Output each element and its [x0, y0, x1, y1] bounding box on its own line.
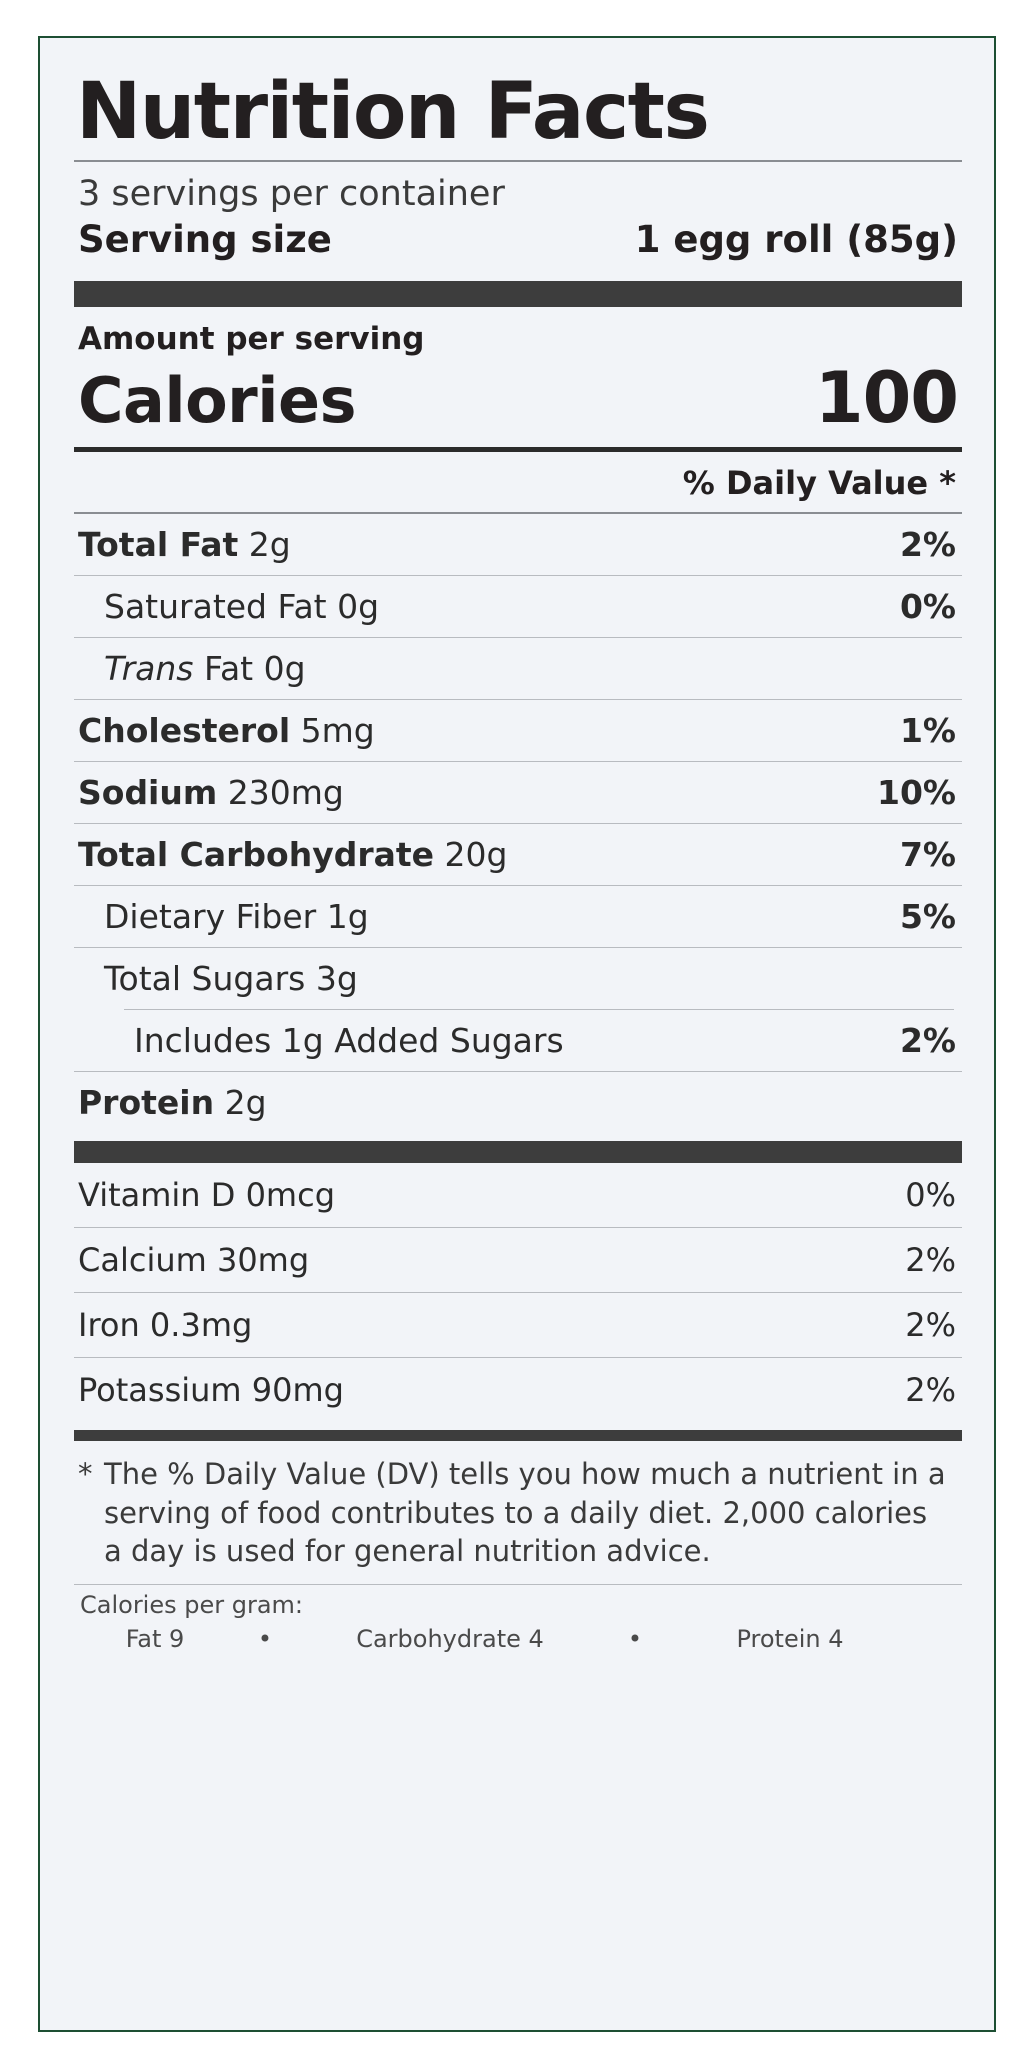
serving-size-row: [68, 216, 968, 271]
thick-divider-micronutrients: [74, 1141, 962, 1163]
footnote-asterisk: *: [78, 1457, 93, 1492]
serving-size-value: 1 egg roll (85g): [634, 218, 958, 262]
cpg-separator-dot-1: •: [257, 1625, 273, 1654]
dv-calcium: 2%: [905, 1241, 956, 1280]
table-row: [68, 700, 968, 761]
dv-potassium: 2%: [905, 1371, 956, 1410]
nutrition-facts-panel: [38, 36, 996, 2032]
divider-above-footnote: [74, 1430, 962, 1441]
table-row: [68, 1163, 968, 1227]
micronutrient-iron: Iron 0.3mg: [78, 1306, 253, 1345]
cpg-carbohydrate: Carbohydrate 4: [356, 1625, 544, 1654]
dv-cholesterol: 1%: [899, 711, 956, 751]
table-row: [68, 514, 968, 575]
dv-sodium: 10%: [877, 773, 956, 813]
dv-vitamin-d: 0%: [905, 1176, 956, 1215]
nutrient-trans-fat: Trans Fat 0g: [104, 649, 306, 689]
calories-per-gram-title: Calories per gram:: [80, 1591, 304, 1620]
serving-size-label: Serving size: [78, 218, 332, 262]
nutrient-saturated-fat: Saturated Fat 0g: [104, 587, 380, 627]
table-row: [68, 886, 968, 947]
table-row: [68, 762, 968, 823]
daily-value-footnote: [68, 1441, 968, 1584]
table-row: [68, 1293, 968, 1357]
daily-value-header: % Daily Value *: [682, 464, 956, 503]
footnote-text: The % Daily Value (DV) tells you how much a nutrient in a serving of food contributes to a daily diet. 2,000 calories a day is used for general nutrition advice.: [104, 1457, 946, 1568]
cpg-fat: Fat 9: [125, 1625, 185, 1654]
calories-row: [68, 357, 968, 445]
dv-saturated-fat: 0%: [899, 587, 956, 627]
table-row: [68, 1072, 968, 1133]
table-row: [68, 1358, 968, 1422]
calories-label: Calories: [78, 364, 356, 438]
nutrient-total-carbohydrate: Total Carbohydrate 20g: [78, 835, 508, 875]
thick-divider-top: [74, 281, 962, 307]
nutrient-total-fat: Total Fat 2g: [78, 525, 291, 565]
micronutrient-potassium: Potassium 90mg: [78, 1371, 344, 1410]
page-title: Nutrition Facts: [76, 67, 709, 157]
calories-per-gram-row: [68, 1621, 968, 1659]
dv-total-fat: 2%: [899, 525, 956, 565]
nutrient-cholesterol: Cholesterol 5mg: [78, 711, 375, 751]
nutrition-facts-inner: [68, 56, 968, 1659]
cpg-separator-dot-2: •: [627, 1625, 643, 1654]
dv-added-sugars: 2%: [899, 1021, 956, 1061]
table-row: [68, 1010, 968, 1071]
dv-total-carbohydrate: 7%: [899, 835, 956, 875]
cpg-protein: Protein 4: [736, 1625, 844, 1654]
nutrient-total-sugars: Total Sugars 3g: [104, 959, 358, 999]
table-row: [68, 948, 968, 1009]
table-row: [68, 1228, 968, 1292]
nutrient-protein: Protein 2g: [78, 1083, 267, 1123]
nutrient-sodium: Sodium 230mg: [78, 773, 344, 813]
servings-per-container: 3 servings per container: [78, 174, 505, 215]
dv-iron: 2%: [905, 1306, 956, 1345]
calories-value: 100: [814, 357, 958, 440]
micronutrient-calcium: Calcium 30mg: [78, 1241, 310, 1280]
amount-per-serving-label: Amount per serving: [78, 321, 425, 358]
nutrient-dietary-fiber: Dietary Fiber 1g: [104, 897, 369, 937]
micronutrient-vitamin-d: Vitamin D 0mcg: [78, 1176, 335, 1215]
table-row: [68, 576, 968, 637]
table-row: [68, 638, 968, 699]
nutrient-added-sugars: Includes 1g Added Sugars: [134, 1021, 564, 1061]
dv-dietary-fiber: 5%: [899, 897, 956, 937]
table-row: [68, 824, 968, 885]
